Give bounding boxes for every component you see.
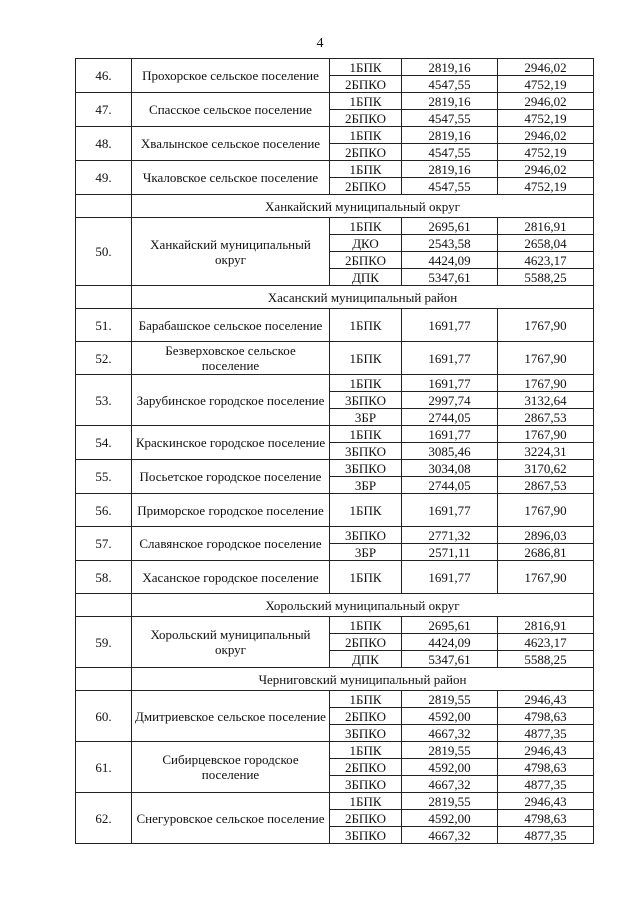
- row-number: 61.: [76, 742, 132, 793]
- tariff-value-1: 4592,00: [402, 810, 498, 827]
- tariff-value-1: 4592,00: [402, 759, 498, 776]
- tariff-code: 3БПКО: [330, 460, 402, 477]
- tariff-value-2: 1767,90: [498, 375, 594, 392]
- tariff-code: 2БПКО: [330, 144, 402, 161]
- table-row: [76, 460, 594, 477]
- group-header-row: [76, 195, 594, 218]
- tariff-code: 1БПК: [330, 59, 402, 76]
- row-number: 49.: [76, 161, 132, 195]
- row-number: 47.: [76, 93, 132, 127]
- tariff-value-1: 2695,61: [402, 617, 498, 634]
- settlement-name: Славянское городское поселение: [132, 527, 330, 561]
- settlement-name: Посьетское городское поселение: [132, 460, 330, 494]
- tariff-code: 2БПКО: [330, 110, 402, 127]
- row-number: 46.: [76, 59, 132, 93]
- settlement-name: Зарубинское городское поселение: [132, 375, 330, 426]
- tariff-value-2: 3224,31: [498, 443, 594, 460]
- group-header-title: Хорольский муниципальный округ: [132, 594, 594, 617]
- table-row: [76, 494, 594, 527]
- group-header-row: [76, 286, 594, 309]
- tariff-value-1: 2819,16: [402, 127, 498, 144]
- tariff-value-2: 4877,35: [498, 776, 594, 793]
- tariff-value-2: 4798,63: [498, 708, 594, 725]
- page-number: 4: [316, 36, 324, 51]
- settlement-name: Приморское городское поселение: [132, 494, 330, 527]
- tariff-value-2: 4798,63: [498, 759, 594, 776]
- tariff-value-1: 2771,32: [402, 527, 498, 544]
- tariff-code: 1БПК: [330, 691, 402, 708]
- tariff-value-2: 4623,17: [498, 252, 594, 269]
- tariff-value-1: 4667,32: [402, 725, 498, 742]
- tariff-code: ДПК: [330, 269, 402, 286]
- group-header-blank: [76, 668, 132, 691]
- table-row: [76, 561, 594, 594]
- group-header-blank: [76, 594, 132, 617]
- settlement-name: Барабашское сельское поселение: [132, 309, 330, 342]
- table-row: [76, 375, 594, 392]
- tariff-value-2: 2658,04: [498, 235, 594, 252]
- group-header-title: Хасанский муниципальный район: [132, 286, 594, 309]
- tariff-value-1: 5347,61: [402, 651, 498, 668]
- tariff-value-1: 4547,55: [402, 144, 498, 161]
- row-number: 53.: [76, 375, 132, 426]
- settlement-name: Хасанское городское поселение: [132, 561, 330, 594]
- row-number: 57.: [76, 527, 132, 561]
- row-number: 48.: [76, 127, 132, 161]
- row-number: 62.: [76, 793, 132, 844]
- table-row: [76, 218, 594, 235]
- settlement-name: Прохорское сельское поселение: [132, 59, 330, 93]
- tariff-value-2: 4752,19: [498, 110, 594, 127]
- row-number: 51.: [76, 309, 132, 342]
- table-row: [76, 426, 594, 443]
- tariff-code: 1БПК: [330, 309, 402, 342]
- tariff-value-1: 2819,55: [402, 742, 498, 759]
- table-row: [76, 161, 594, 178]
- tariff-value-2: 1767,90: [498, 494, 594, 527]
- tariff-value-1: 1691,77: [402, 309, 498, 342]
- tariff-code: 3БПКО: [330, 725, 402, 742]
- group-header-row: [76, 668, 594, 691]
- tariff-value-2: 1767,90: [498, 426, 594, 443]
- tariff-value-2: 4752,19: [498, 178, 594, 195]
- table-row: [76, 309, 594, 342]
- tariff-value-1: 3034,08: [402, 460, 498, 477]
- tariff-value-1: 2744,05: [402, 409, 498, 426]
- table-row: [76, 527, 594, 544]
- tariff-code: 3БР: [330, 544, 402, 561]
- group-header-row: [76, 594, 594, 617]
- tariff-value-2: 2946,02: [498, 59, 594, 76]
- tariff-value-1: 1691,77: [402, 561, 498, 594]
- tariff-value-1: 4667,32: [402, 827, 498, 844]
- tariff-value-1: 4424,09: [402, 252, 498, 269]
- tariff-code: 1БПК: [330, 793, 402, 810]
- tariff-code: 2БПКО: [330, 810, 402, 827]
- tariff-value-2: 4752,19: [498, 144, 594, 161]
- tariff-code: 3БР: [330, 409, 402, 426]
- table-row: [76, 93, 594, 110]
- tariff-code: 2БПКО: [330, 759, 402, 776]
- tariff-value-2: 3132,64: [498, 392, 594, 409]
- settlement-name: Дмитриевское сельское поселение: [132, 691, 330, 742]
- tariff-code: 1БПК: [330, 742, 402, 759]
- tariff-code: 3БПКО: [330, 776, 402, 793]
- row-number: 55.: [76, 460, 132, 494]
- tariff-value-1: 1691,77: [402, 375, 498, 392]
- settlement-name: Безверховское сельское поселение: [132, 342, 330, 375]
- tariff-value-1: 3085,46: [402, 443, 498, 460]
- tariff-value-1: 4424,09: [402, 634, 498, 651]
- tariff-value-1: 2819,16: [402, 59, 498, 76]
- tariff-value-1: 2571,11: [402, 544, 498, 561]
- row-number: 50.: [76, 218, 132, 286]
- settlement-name: Снегуровское сельское поселение: [132, 793, 330, 844]
- tariff-code: 1БПК: [330, 342, 402, 375]
- settlement-name: Хвалынское сельское поселение: [132, 127, 330, 161]
- settlement-name: Спасское сельское поселение: [132, 93, 330, 127]
- tariff-value-1: 1691,77: [402, 426, 498, 443]
- row-number: 56.: [76, 494, 132, 527]
- tariff-code: ДКО: [330, 235, 402, 252]
- tariff-value-2: 1767,90: [498, 342, 594, 375]
- tariff-value-2: 3170,62: [498, 460, 594, 477]
- settlement-name: Краскинское городское поселение: [132, 426, 330, 460]
- tariff-value-1: 4667,32: [402, 776, 498, 793]
- group-header-title: Черниговский муниципальный район: [132, 668, 594, 691]
- settlement-name: Чкаловское сельское поселение: [132, 161, 330, 195]
- row-number: 58.: [76, 561, 132, 594]
- tariff-code: 2БПКО: [330, 178, 402, 195]
- tariff-value-2: 4877,35: [498, 725, 594, 742]
- table-row: [76, 59, 594, 76]
- group-header-blank: [76, 286, 132, 309]
- tariff-value-2: 2946,02: [498, 161, 594, 178]
- group-header-title: Ханкайский муниципальный округ: [132, 195, 594, 218]
- tariff-value-2: 5588,25: [498, 269, 594, 286]
- settlement-name: Хорольский муниципальный округ: [132, 617, 330, 668]
- tariff-value-1: 4592,00: [402, 708, 498, 725]
- row-number: 59.: [76, 617, 132, 668]
- tariff-code: 1БПК: [330, 494, 402, 527]
- tariff-value-1: 2695,61: [402, 218, 498, 235]
- tariff-table-body: [76, 59, 594, 844]
- tariff-value-2: 2946,43: [498, 691, 594, 708]
- table-row: [76, 793, 594, 810]
- tariff-code: 1БПК: [330, 617, 402, 634]
- tariff-value-2: 1767,90: [498, 309, 594, 342]
- tariff-code: 3БПКО: [330, 827, 402, 844]
- tariff-code: 1БПК: [330, 375, 402, 392]
- tariff-value-1: 2997,74: [402, 392, 498, 409]
- tariff-value-2: 4623,17: [498, 634, 594, 651]
- table-row: [76, 691, 594, 708]
- tariff-value-2: 2946,02: [498, 93, 594, 110]
- tariff-value-1: 1691,77: [402, 342, 498, 375]
- tariff-code: 2БПКО: [330, 76, 402, 93]
- tariff-value-2: 2946,43: [498, 793, 594, 810]
- tariff-code: 1БПК: [330, 161, 402, 178]
- tariff-value-2: 4752,19: [498, 76, 594, 93]
- settlement-name: Сибирцевское городское поселение: [132, 742, 330, 793]
- tariff-code: 2БПКО: [330, 634, 402, 651]
- tariff-value-2: 2686,81: [498, 544, 594, 561]
- tariff-value-1: 4547,55: [402, 110, 498, 127]
- tariff-value-1: 4547,55: [402, 178, 498, 195]
- table-row: [76, 742, 594, 759]
- tariff-value-2: 2896,03: [498, 527, 594, 544]
- tariff-code: 1БПК: [330, 218, 402, 235]
- tariff-code: 1БПК: [330, 426, 402, 443]
- tariff-value-2: 2867,53: [498, 409, 594, 426]
- row-number: 52.: [76, 342, 132, 375]
- tariff-code: 1БПК: [330, 127, 402, 144]
- tariff-code: 3БПКО: [330, 527, 402, 544]
- tariff-value-2: 2946,43: [498, 742, 594, 759]
- tariff-code: ДПК: [330, 651, 402, 668]
- tariff-value-1: 2819,16: [402, 93, 498, 110]
- tariff-value-1: 2744,05: [402, 477, 498, 494]
- tariff-code: 2БПКО: [330, 252, 402, 269]
- table-row: [76, 617, 594, 634]
- tariff-value-2: 2816,91: [498, 218, 594, 235]
- tariff-value-2: 2816,91: [498, 617, 594, 634]
- tariff-value-1: 2819,55: [402, 691, 498, 708]
- row-number: 60.: [76, 691, 132, 742]
- tariff-value-1: 2819,55: [402, 793, 498, 810]
- row-number: 54.: [76, 426, 132, 460]
- table-row: [76, 342, 594, 375]
- tariff-value-2: 4877,35: [498, 827, 594, 844]
- tariff-table: [75, 58, 594, 844]
- tariff-value-1: 2543,58: [402, 235, 498, 252]
- tariff-value-2: 1767,90: [498, 561, 594, 594]
- tariff-code: 3БПКО: [330, 392, 402, 409]
- tariff-value-1: 1691,77: [402, 494, 498, 527]
- tariff-value-1: 2819,16: [402, 161, 498, 178]
- tariff-code: 2БПКО: [330, 708, 402, 725]
- tariff-code: 3БР: [330, 477, 402, 494]
- settlement-name: Ханкайский муниципальный округ: [132, 218, 330, 286]
- tariff-value-2: 2946,02: [498, 127, 594, 144]
- group-header-blank: [76, 195, 132, 218]
- tariff-code: 1БПК: [330, 561, 402, 594]
- tariff-value-2: 4798,63: [498, 810, 594, 827]
- tariff-code: 1БПК: [330, 93, 402, 110]
- tariff-code: 3БПКО: [330, 443, 402, 460]
- tariff-value-1: 4547,55: [402, 76, 498, 93]
- table-row: [76, 127, 594, 144]
- tariff-value-2: 2867,53: [498, 477, 594, 494]
- tariff-value-1: 5347,61: [402, 269, 498, 286]
- tariff-value-2: 5588,25: [498, 651, 594, 668]
